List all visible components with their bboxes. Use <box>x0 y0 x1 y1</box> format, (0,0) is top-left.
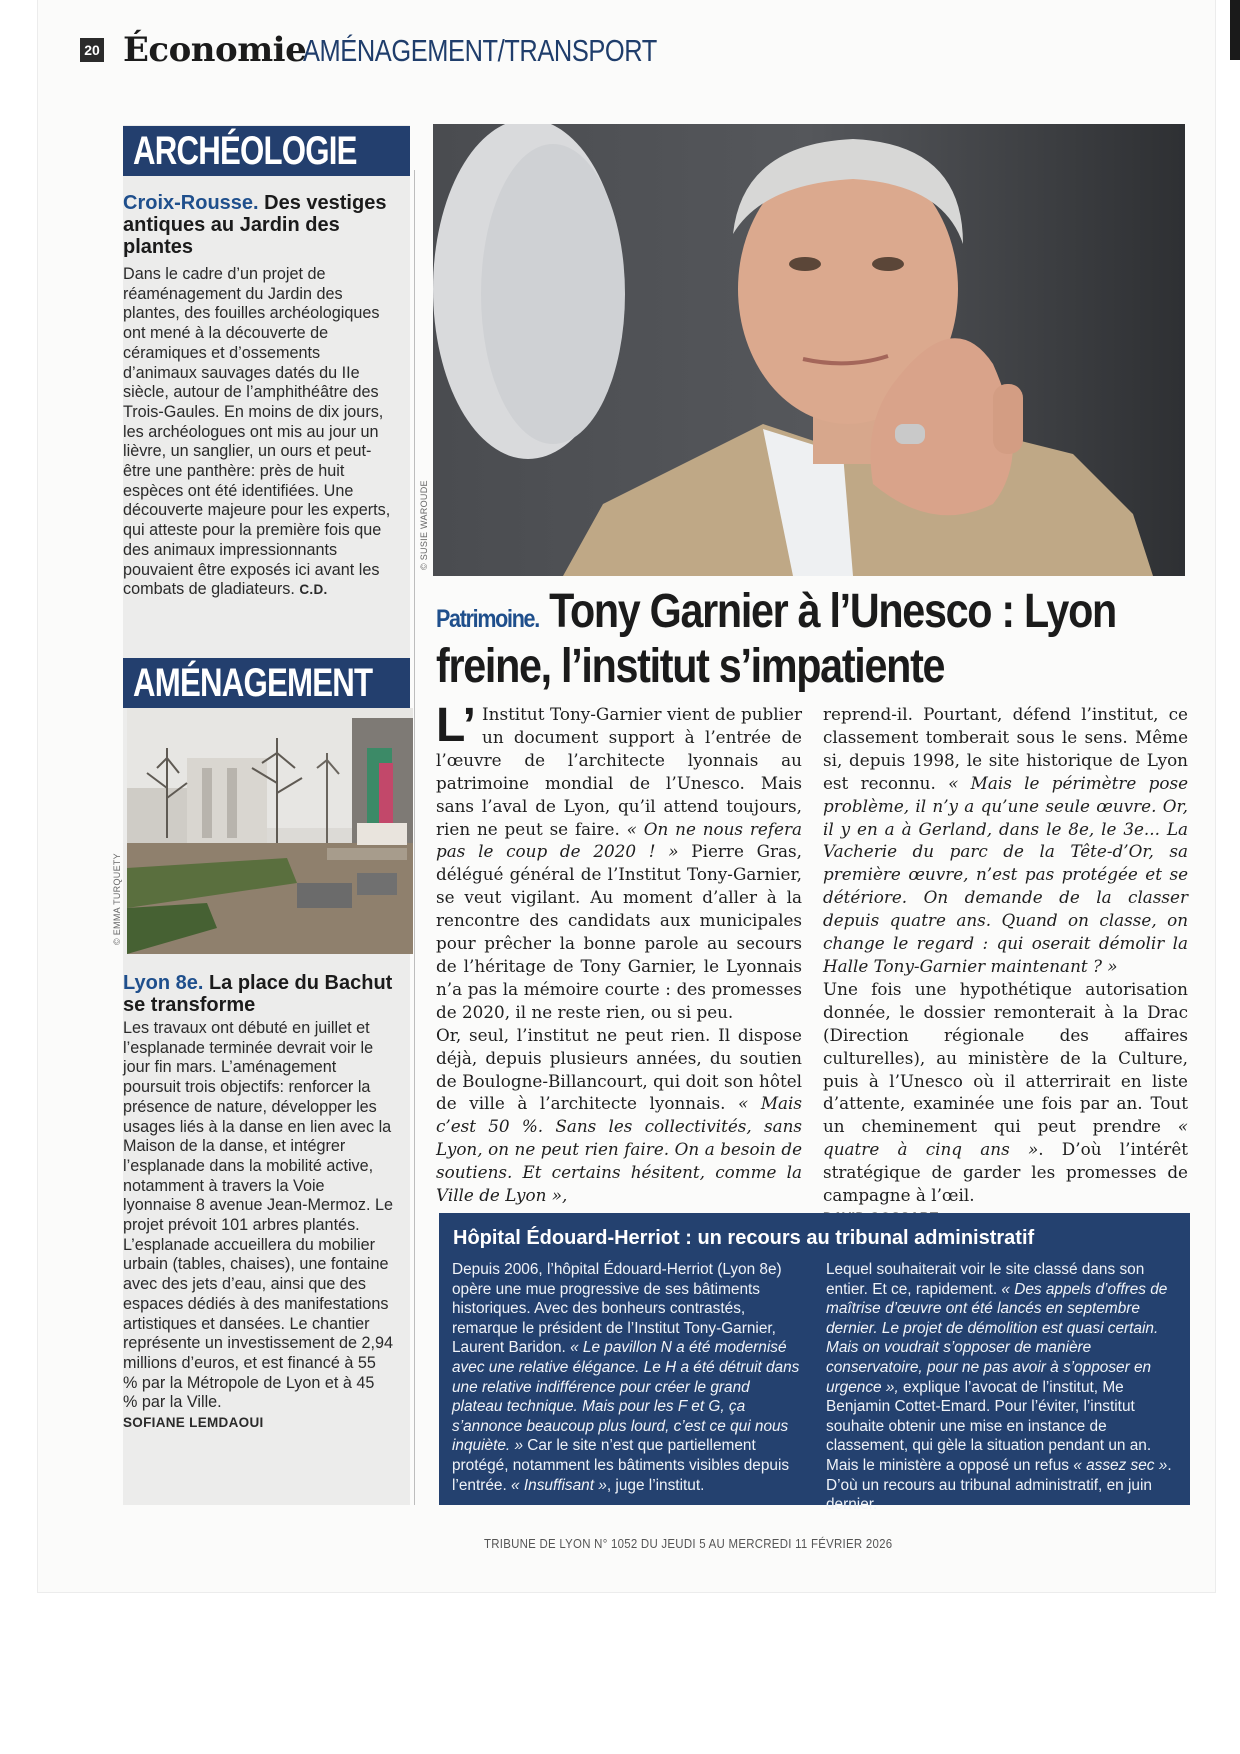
headline-line-1: Tony Garnier à l’Unesco : Lyon <box>549 585 1116 638</box>
scan-edge <box>1230 0 1240 60</box>
box-column-2: Lequel souhaiterait voir le site classé dans son entier. Et ce, rapidement. « Des appels d’offres de maîtrise d’œuvre ont été lancés en septembre dernier. Le projet de démolition est quasi certain. Mais on voudrait s’opposer de manière conservatoire, pour ne pas avoir à s’opposer en urgence », explique l’avocat de l’institut, Me Benjamin Cottet-Emard. Pour l’éviter, l’institut souhaite obtenir une mise en instance de classement, qui gèle la situation pendant un an. Mais le ministère a opposé un refus « assez sec ». D’où un recours au tribunal administratif, en juin dernier. <box>826 1261 1172 1514</box>
rubric-title: AMÉNAGEMENT/TRANSPORT <box>303 33 657 68</box>
photo-credit-main: © SUSIE WAROUDE <box>419 480 429 570</box>
bachut-photo <box>127 708 413 954</box>
article-column-1: L’ Institut Tony-Garnier vient de publier un document support à l’entrée de l’œuvre de l’architecte lyonnais au patrimoine mondial de l’Unesco. Mais sans l’aval de Lyon, qu’il attend toujours, rien ne peut se faire. « On ne nous refera pas le coup de 2020 ! » Pierre Gras, délégué général de l’Institut Tony-Garnier, se veut vigilant. Au moment d’aller à la rencontre des candidats aux municipales pour prêcher la bonne parole au secours de l’héritage de Tony Garnier, le Lyonnais n’a pas la mémoire courte : des promesses de 2020, il ne reste rien, ou si peu. Or, seul, l’institut ne peut rien. Il dispose déjà, depuis plusieurs années, du soutien de Boulogne-Billancourt, qui doit son hôtel de ville à l’architecte lyonnais. « Mais c’est 50 %. Sans les collectivités, sans Lyon, on ne peut rien faire. On a besoin de soutiens. Et certains hésitent, comme la Ville de Lyon », <box>436 699 802 1206</box>
tag-amenagement: AMÉNAGEMENT <box>123 658 410 708</box>
article-column-2: reprend-il. Pourtant, défend l’institut, ce classement tomberait sous le sens. Même si, depuis 1998, le site historique de Lyon est reconnu. « Mais le périmètre pose problème, il n’y a qu’une seule œuvre. Or, il y en a à Gerland, dans le 8e, le 3e... La Vacherie du parc de la Tête-d’Or, sa première œuvre, n’est pas protégée et se détériore. On demande de la classer depuis quatre ans. Quand on classe, on change le regard : qui oserait démolir la Halle Tony-Garnier maintenant ? » Une fois une hypothétique autorisation donnée, le dossier remonterait à la Drac (Direction régionale des affaires culturelles), au ministère de la Culture, puis à l’Unesco où il atterrirait en liste d’attente, examinée une fois par an. Tout un cheminement qui peut prendre « quatre à cinq ans ». D’où l’intérêt stratégique de garder les promesses de campagne à l’œil. <box>823 703 1188 1230</box>
portrait-photo <box>433 124 1185 576</box>
brief-signature-bachut: SOFIANE LEMDAOUI <box>123 1415 264 1431</box>
page-footer: TRIBUNE DE LYON N° 1052 DU JEUDI 5 AU MERCREDI 11 FÉVRIER 2026 <box>484 1536 893 1551</box>
box-column-1: Depuis 2006, l’hôpital Édouard-Herriot (Lyon 8e) opère une mue progressive de ses bâtiments historiques. Avec des bonheurs contrastés, remarque le président de l’Institut Tony-Garnier, Laurent Baridon. « Le pavillon N a été modernisé avec une relative élégance. Le H a été détruit dans une relative indifférence pour créer le grand plateau technique. Mais pour les F et G, ça s’annonce beaucoup plus lourd, c’est ce qui nous inquiète. » Car le site n’est que partiellement protégé, notamment les bâtiments visibles depuis l’entrée. « Insuffisant », juge l’institut. <box>452 1261 800 1494</box>
brief-signature: C.D. <box>299 582 328 598</box>
brief-body-bachut: Les travaux ont débuté en juillet et l’esplanade terminée devrait voir le jour fin mars. L’aménagement poursuit trois objectifs: renforcer la présence de nature, développer les usages liés à la danse en lien avec la Maison de la danse, et intégrer l’esplanade dans la mobilité active, notamment à travers la Voie lyonnaise 8 avenue Jean-Mermoz. Le projet prévoit 101 arbres plantés. L’esplanade accueillera du mobilier urbain (tables, chaises), une fontaine avec des jets d’eau, ainsi que des espaces dédiés à des manifestations artistiques et dansées. Le chantier représente un investissement de 2,94 millions d’euros, et est financé à 55 % par la Métropole de Lyon et à 45 % par la Ville. SOFIANE LEMDAOUI <box>123 1019 393 1431</box>
brief-body-archeologie: Dans le cadre d’un projet de réaménagement du Jardin des plantes, des fouilles archéologiques ont mené à la découverte de céramiques et d’ossements d’animaux sauvages datés du IIe siècle, autour de l’amphithéâtre des Trois-Gaules. En moins de dix jours, les archéologues ont mis au jour un lièvre, un sanglier, un ours et peut-être une panthère: près de huit espèces ont été identifiées. Une découverte majeure pour les experts, qui atteste pour la première fois que des animaux impressionnants pouvaient être exposés ici avant les combats de gladiateurs. C.D. <box>123 265 391 599</box>
box-title: Hôpital Édouard-Herriot : un recours au tribunal administratif <box>453 1227 1035 1249</box>
headline-kicker: Patrimoine. <box>436 605 539 633</box>
article-headline <box>436 585 1196 693</box>
hospital-box <box>439 1213 1190 1514</box>
photo-credit-bachut: © EMMA TURQUETY <box>112 853 122 945</box>
tag-archeologie: ARCHÉOLOGIE <box>123 126 410 176</box>
page-number: 20 <box>80 38 104 62</box>
brief-title-bachut: Lyon 8e. La place du Bachut se transforme <box>123 972 393 1016</box>
column-divider <box>414 170 415 1505</box>
dropcap: L’ <box>436 699 477 752</box>
section-title: Économie <box>123 30 307 70</box>
headline-line-2: freine, l’institut s’impatiente <box>436 640 945 693</box>
brief-title-archeologie: Croix-Rousse. Des vestiges antiques au Jardin des plantes <box>123 192 387 258</box>
